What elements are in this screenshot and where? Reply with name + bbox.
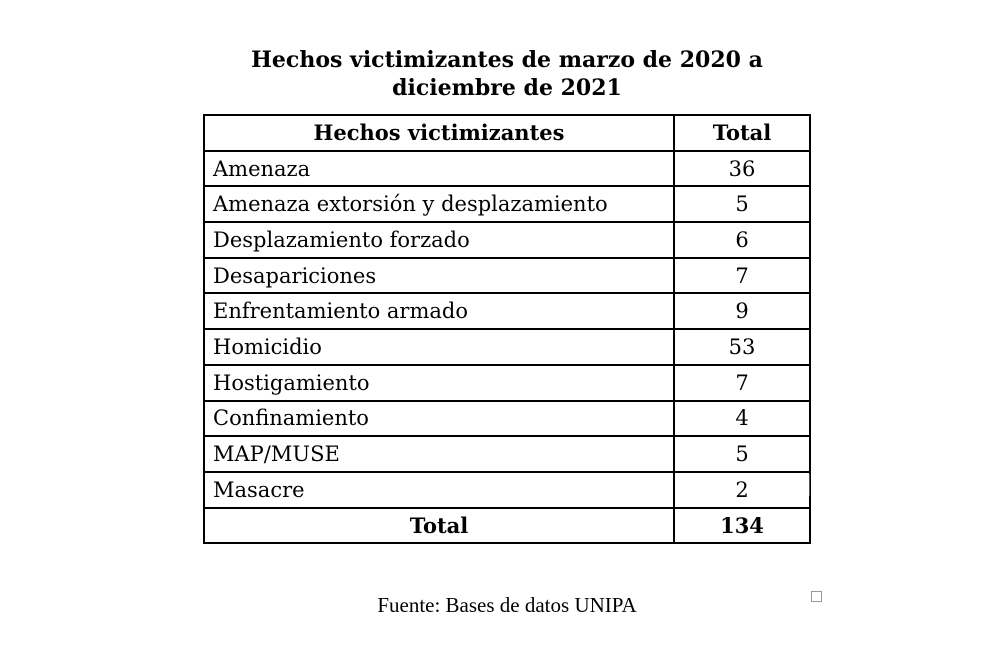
row-total: 4: [674, 401, 810, 437]
table-header-row: [204, 115, 810, 151]
column-header-events: Hechos victimizantes: [204, 115, 674, 151]
row-label: Amenaza extorsión y desplazamiento: [204, 186, 674, 222]
table-row: [204, 436, 810, 472]
row-total: 2: [674, 472, 810, 508]
table-row: [204, 401, 810, 437]
row-total: 7: [674, 258, 810, 294]
row-label: Confinamiento: [204, 401, 674, 437]
row-total: 36: [674, 151, 810, 187]
table-resize-handle[interactable]: [811, 591, 822, 602]
text-cursor: [809, 474, 810, 496]
table-row: [204, 329, 810, 365]
table-total-row: [204, 508, 810, 544]
table-title: [206, 46, 808, 102]
row-total: 9: [674, 293, 810, 329]
victimizing-events-table: [203, 114, 811, 544]
table-row: [204, 151, 810, 187]
table-row: [204, 365, 810, 401]
row-label: Desapariciones: [204, 258, 674, 294]
column-header-total: Total: [674, 115, 810, 151]
row-total: 6: [674, 222, 810, 258]
table-row: [204, 258, 810, 294]
row-total: 53: [674, 329, 810, 365]
table-row: [204, 472, 810, 508]
row-label: Enfrentamiento armado: [204, 293, 674, 329]
table-title-line-2: diciembre de 2021: [392, 75, 622, 101]
row-label: Masacre: [204, 472, 674, 508]
total-label: Total: [204, 508, 674, 544]
table-row: [204, 222, 810, 258]
source-caption: Fuente: Bases de datos UNIPA: [377, 593, 637, 617]
row-total: 5: [674, 186, 810, 222]
row-label: Hostigamiento: [204, 365, 674, 401]
total-value: 134: [674, 508, 810, 544]
table-title-line-1: Hechos victimizantes de marzo de 2020 a: [251, 47, 763, 73]
row-total: 5: [674, 436, 810, 472]
row-label: Amenaza: [204, 151, 674, 187]
table-row: [204, 186, 810, 222]
row-label: Desplazamiento forzado: [204, 222, 674, 258]
row-label: MAP/MUSE: [204, 436, 674, 472]
row-total: 7: [674, 365, 810, 401]
row-label: Homicidio: [204, 329, 674, 365]
table-row: [204, 293, 810, 329]
